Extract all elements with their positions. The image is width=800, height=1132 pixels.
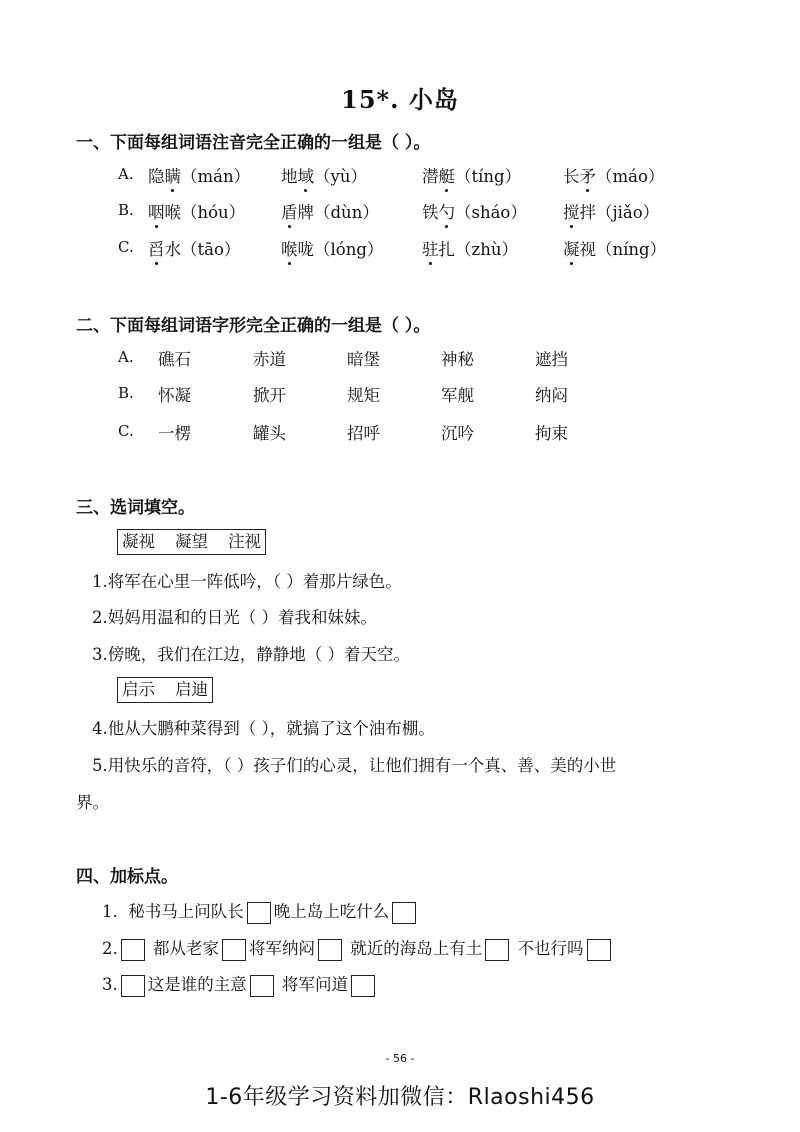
punctuation-box[interactable] — [318, 939, 342, 961]
dotted-character: 瞒 — [165, 163, 182, 187]
pinyin-item — [148, 199, 245, 223]
word-item: 掀开 — [253, 386, 286, 405]
punctuation-box[interactable] — [121, 975, 145, 997]
dotted-character: 搅 — [563, 199, 580, 223]
pinyin-text: （hóu） — [181, 203, 246, 222]
character: 隐 — [148, 167, 165, 186]
word-item: 神秘 — [441, 350, 474, 369]
word-item: 招呼 — [347, 424, 380, 443]
punctuation-box[interactable] — [222, 939, 246, 961]
dotted-character: 域 — [298, 163, 315, 187]
pinyin-item — [422, 199, 527, 223]
punctuation-box[interactable] — [250, 975, 274, 997]
sentence-segment: 不也行吗 — [517, 939, 584, 958]
word-item: 军舰 — [441, 386, 474, 405]
word-choice: 凝视 — [122, 532, 155, 551]
character: 水 — [164, 240, 181, 259]
pinyin-text: （jiǎo） — [596, 203, 660, 222]
pinyin-item — [281, 236, 383, 260]
character: 喉 — [164, 203, 181, 222]
punctuation-box[interactable] — [392, 902, 416, 924]
word-choice: 启迪 — [175, 680, 208, 699]
punct-line-2 — [102, 935, 614, 961]
sentence-segment: 就近的海岛上有土 — [350, 939, 483, 958]
fill-line-2: 2.妈妈用温和的日光（ ）着我和妹妹。 — [92, 608, 377, 627]
sentence-segment: 都从老家 — [153, 939, 219, 958]
line-number: 3. — [102, 975, 118, 994]
word-item: 规矩 — [347, 386, 380, 405]
line-number: 1. — [102, 902, 118, 921]
sentence-segment: 秘书马上问队长 — [128, 902, 244, 921]
pinyin-text: （dùn） — [314, 203, 379, 222]
punctuation-box[interactable] — [247, 902, 271, 924]
pinyin-text: （mán） — [181, 167, 251, 186]
pinyin-text: （zhù） — [455, 240, 518, 259]
word-item: 纳闷 — [535, 386, 568, 405]
fill-line-3: 3.傍晚，我们在江边，静静地（ ）着天空。 — [92, 645, 410, 664]
q2-heading: 二、下面每组词语字形完全正确的一组是（ ）。 — [76, 316, 431, 336]
pinyin-item — [148, 163, 250, 187]
fill-line-1: 1.将军在心里一阵低吟，（ ）着那片绿色。 — [92, 572, 402, 591]
word-item: 一楞 — [158, 424, 191, 443]
character: 铁 — [422, 203, 439, 222]
option-label: B. — [118, 201, 134, 219]
dotted-character: 咽 — [148, 199, 165, 223]
pinyin-text: （yù） — [314, 167, 367, 186]
punctuation-box[interactable] — [351, 975, 375, 997]
character: 潜 — [422, 167, 439, 186]
sentence-segment: 将军问道 — [282, 975, 348, 994]
pinyin-item — [563, 199, 659, 223]
pinyin-text: （sháo） — [455, 203, 527, 222]
punctuation-box[interactable] — [587, 939, 611, 961]
pinyin-text: （tāo） — [181, 240, 241, 259]
pinyin-item — [148, 236, 240, 260]
character: 咙 — [297, 240, 314, 259]
page-number: - 56 - — [385, 1052, 415, 1065]
character: 扎 — [438, 240, 455, 259]
dotted-character: 喉 — [281, 236, 298, 260]
line-number: 2. — [102, 939, 118, 958]
pinyin-item — [422, 236, 518, 260]
word-choice: 启示 — [122, 680, 155, 699]
dotted-character: 舀 — [148, 236, 165, 260]
q3-heading: 三、选词填空。 — [76, 498, 195, 518]
word-item: 礁石 — [158, 350, 191, 369]
dotted-character: 凝 — [563, 236, 580, 260]
word-item: 沉吟 — [441, 424, 474, 443]
dotted-character: 勺 — [439, 199, 456, 223]
sentence-segment: 晚上岛上吃什么 — [273, 902, 390, 921]
punctuation-box[interactable] — [485, 939, 509, 961]
character: 拌 — [579, 203, 596, 222]
pinyin-item — [281, 163, 367, 187]
footer-note: 1-6年级学习资料加微信：Rlaoshi456 — [205, 1085, 595, 1110]
character: 牌 — [297, 203, 314, 222]
pinyin-text: （lóng） — [314, 240, 384, 259]
pinyin-item — [563, 163, 664, 187]
word-item: 罐头 — [253, 424, 286, 443]
option-label: B. — [118, 384, 134, 402]
pinyin-item — [422, 163, 521, 187]
word-item: 赤道 — [253, 350, 286, 369]
character: 视 — [579, 240, 596, 259]
character: 长 — [563, 167, 580, 186]
dotted-character: 矛 — [580, 163, 597, 187]
character: 地 — [281, 167, 298, 186]
pinyin-text: （tíng） — [455, 167, 522, 186]
word-item: 拘束 — [535, 424, 568, 443]
sentence-segment: 这是谁的主意 — [147, 975, 247, 994]
fill-line-4: 4.他从大鹏种菜得到（ ），就搞了这个油布棚。 — [92, 719, 435, 738]
word-choice: 注视 — [228, 532, 261, 551]
word-item: 遮挡 — [535, 350, 568, 369]
q4-heading: 四、加标点。 — [76, 867, 178, 887]
word-item: 怀凝 — [158, 386, 191, 405]
option-label: C. — [118, 238, 134, 256]
option-label: C. — [118, 422, 134, 440]
fill-line-5-cont: 界。 — [76, 793, 109, 812]
option-label: A. — [118, 348, 134, 366]
fill-line-5: 5.用快乐的音符，（ ）孩子们的心灵，让他们拥有一个真、善、美的小世 — [92, 756, 617, 775]
q1-heading: 一、下面每组词语注音完全正确的一组是（ ）。 — [76, 133, 431, 153]
page-title: 15*. 小岛 — [341, 85, 459, 114]
punct-line-3 — [102, 971, 378, 997]
word-item: 暗堡 — [347, 350, 380, 369]
punct-line-1 — [102, 898, 419, 924]
word-choice: 凝望 — [175, 532, 208, 551]
dotted-character: 驻 — [422, 236, 439, 260]
option-label: A. — [118, 165, 134, 183]
pinyin-item — [563, 236, 666, 260]
sentence-segment: 将军纳闷 — [249, 939, 315, 958]
word-choice-box-1 — [117, 529, 266, 555]
pinyin-item — [281, 199, 379, 223]
pinyin-text: （máo） — [596, 167, 665, 186]
dotted-character: 艇 — [439, 163, 456, 187]
punctuation-box[interactable] — [121, 939, 145, 961]
pinyin-text: （níng） — [596, 240, 667, 259]
dotted-character: 盾 — [281, 199, 298, 223]
word-choice-box-2 — [117, 677, 213, 703]
